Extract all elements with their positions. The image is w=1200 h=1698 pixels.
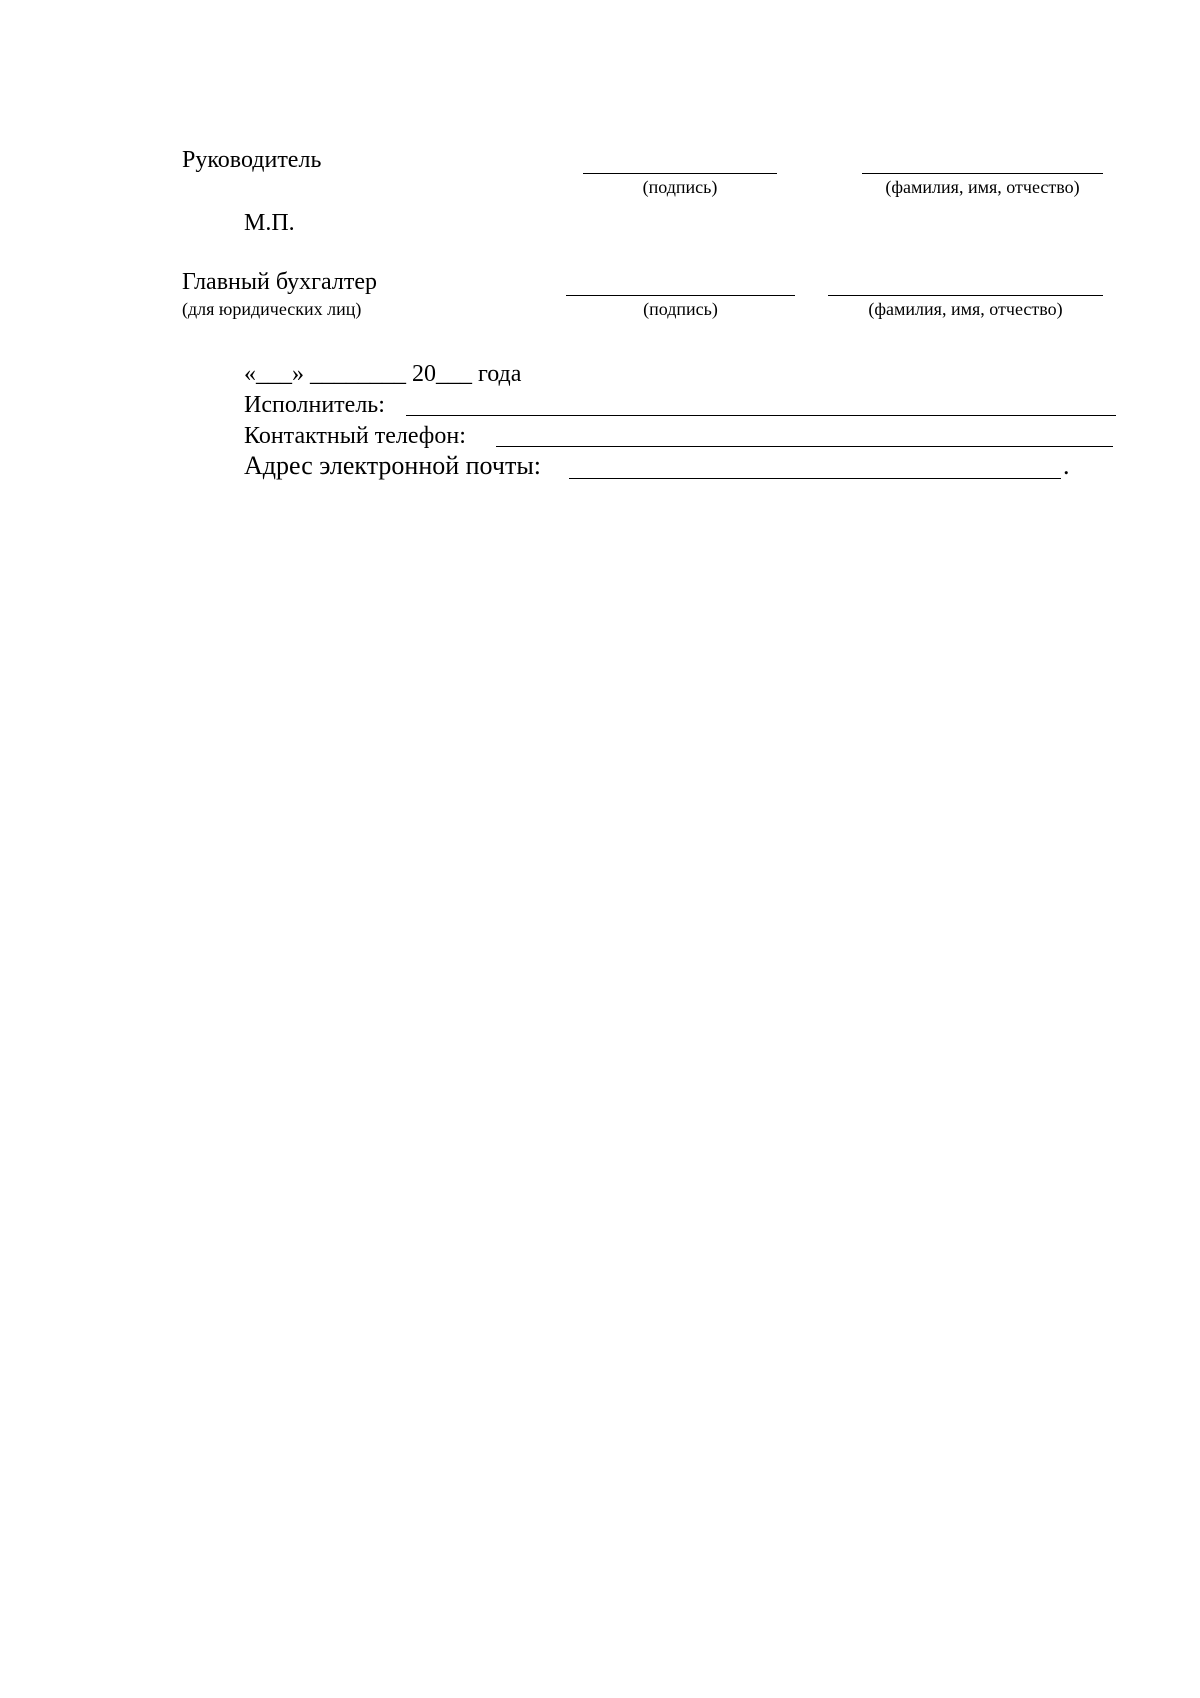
- accountant-signature-caption: (подпись): [643, 299, 718, 319]
- accountant-label: Главный бухгалтер: [182, 269, 377, 295]
- phone-field-line[interactable]: [496, 446, 1113, 447]
- head-label: Руководитель: [182, 147, 322, 173]
- phone-label: Контактный телефон:: [244, 423, 466, 449]
- head-signature-caption: (подпись): [642, 177, 718, 197]
- email-label: Адрес электронной почты:: [244, 451, 542, 480]
- email-field-line[interactable]: [569, 478, 1061, 479]
- executor-label: Исполнитель:: [244, 392, 385, 418]
- date-line[interactable]: «___» ________ 20___ года: [244, 361, 522, 387]
- accountant-name-caption: (фамилия, имя, отчество): [868, 299, 1063, 319]
- head-name-caption: (фамилия, имя, отчество): [885, 177, 1080, 197]
- head-name-line[interactable]: [862, 173, 1103, 174]
- accountant-signature-line[interactable]: [566, 295, 795, 296]
- accountant-sublabel: (для юридических лиц): [182, 299, 362, 319]
- executor-field-line[interactable]: [406, 415, 1116, 416]
- accountant-name-line[interactable]: [828, 295, 1103, 296]
- stamp-label: М.П.: [244, 210, 295, 236]
- email-end-period: .: [1063, 451, 1070, 480]
- head-signature-line[interactable]: [583, 173, 777, 174]
